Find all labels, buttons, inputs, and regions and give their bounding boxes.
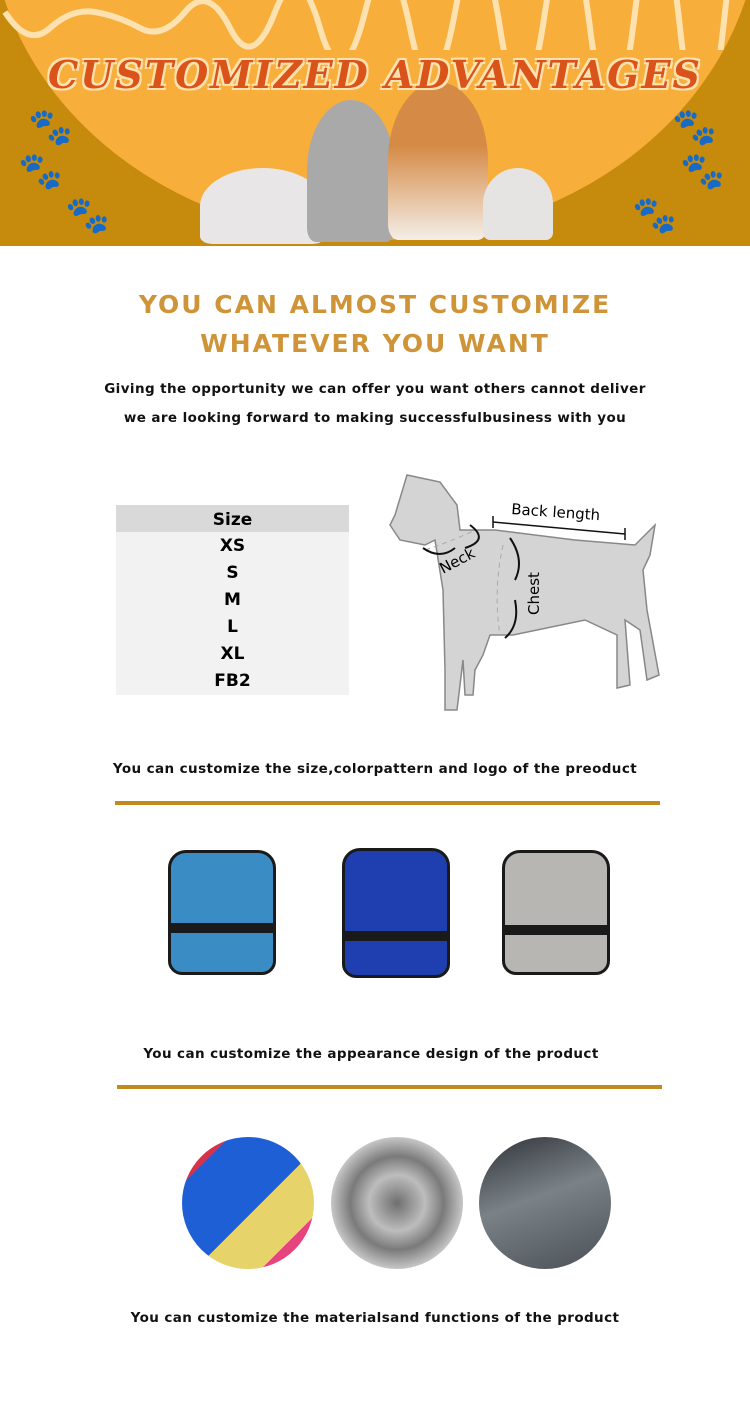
caption-appearance: You can customize the appearance design of the product (143, 1046, 599, 1062)
caption-size: You can customize the size,colorpattern and logo of the preoduct (112, 761, 638, 777)
chest-label: Chest (525, 572, 543, 615)
banner (0, 0, 750, 246)
paw-icon: 🐾 (65, 195, 110, 236)
size-row: FB2 (214, 671, 251, 691)
size-table-header: Size (116, 505, 349, 532)
poodle-image (307, 100, 395, 242)
vest-image-blue (168, 850, 276, 975)
size-row: XL (220, 644, 245, 664)
material-swatch-mesh (182, 1137, 314, 1269)
paw-icon: 🐾 (632, 195, 677, 236)
heading-line2: WHATEVER YOU WANT (200, 329, 550, 358)
divider (115, 801, 660, 805)
vest-image-grey (502, 850, 610, 975)
intro-line2: we are looking forward to making successfulbusiness with you (123, 410, 627, 426)
intro-line1: Giving the opportunity we can offer you want others cannot deliver (104, 381, 646, 397)
size-row: XS (219, 536, 246, 556)
size-row: L (227, 617, 238, 637)
paw-icon: 🐾 (680, 151, 725, 192)
back-length-label: Back length (510, 500, 601, 525)
neck-label: Neck (436, 544, 478, 578)
dog-measurement-diagram (385, 470, 670, 720)
corgi-image (388, 82, 488, 240)
banner-title: CUSTOMIZED ADVANTAGES (48, 52, 702, 97)
heading-line1: YOU CAN ALMOST CUSTOMIZE (138, 290, 612, 319)
size-row: S (226, 563, 239, 583)
caption-materials: You can customize the materialsand functions of the product (130, 1310, 620, 1326)
divider (117, 1085, 662, 1089)
size-table (116, 505, 349, 695)
paw-icon: 🐾 (18, 151, 63, 192)
paw-icon: 🐾 (672, 107, 717, 148)
material-swatch-fabric (479, 1137, 611, 1269)
paw-icon: 🐾 (28, 107, 73, 148)
cat-image (483, 168, 553, 240)
size-row: M (224, 590, 241, 610)
material-swatch-knit (331, 1137, 463, 1269)
vest-image-navy (342, 848, 450, 978)
wave-decoration (0, 0, 750, 50)
